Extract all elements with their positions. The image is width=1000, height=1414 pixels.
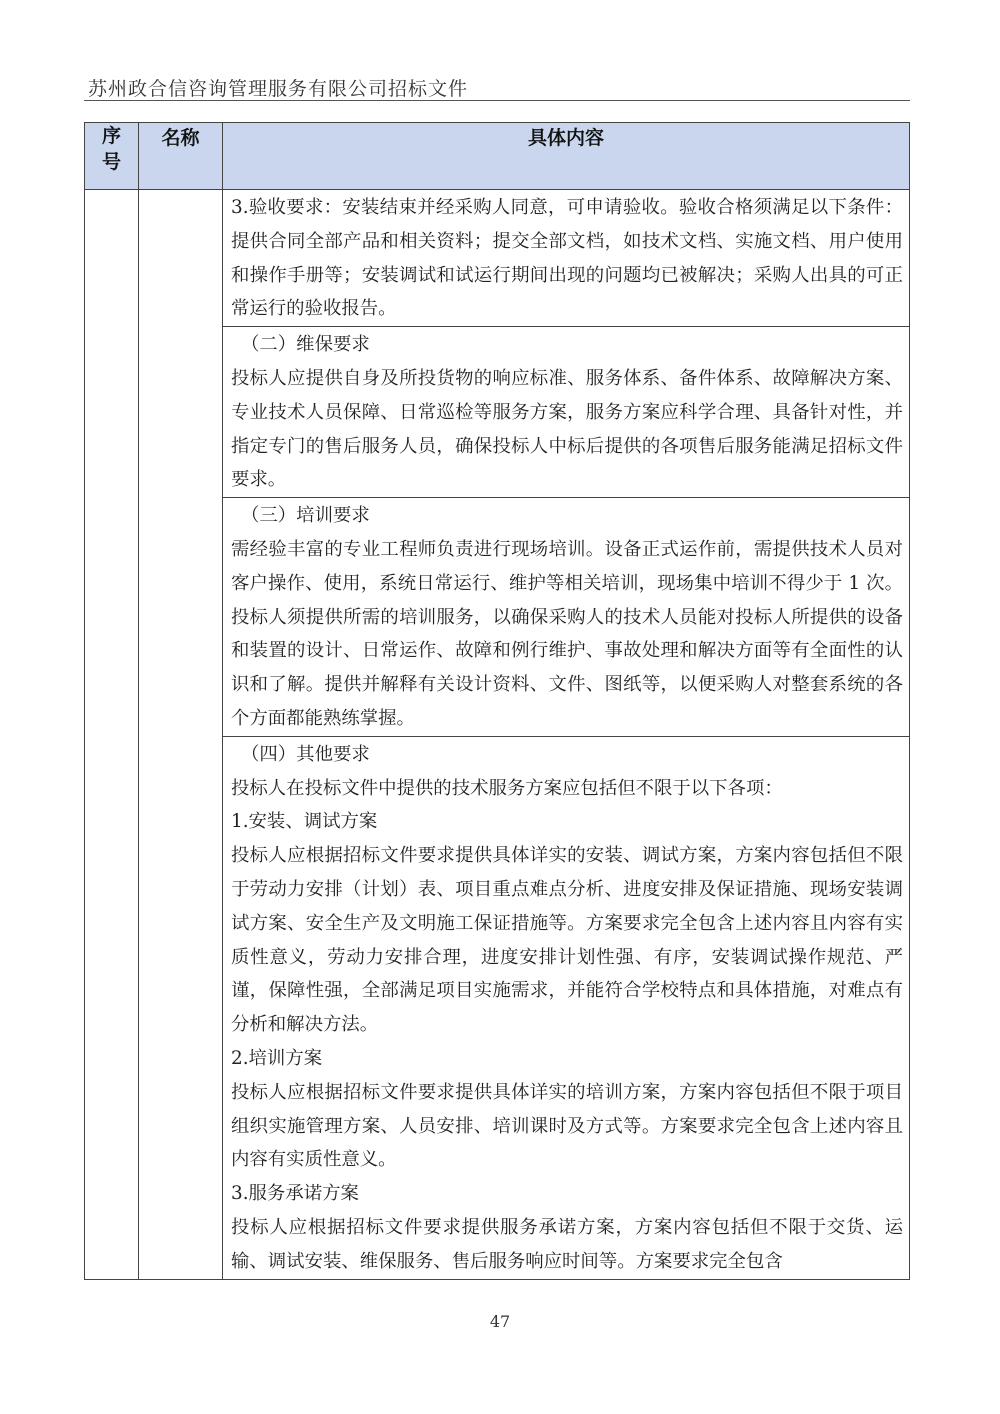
document-header: 苏州政合信咨询管理服务有限公司招标文件 [88, 78, 469, 100]
section-heading: （二）维保要求 [241, 334, 370, 356]
table-header-row [85, 123, 910, 190]
section-heading: （三）培训要求 [241, 505, 370, 527]
maintenance-paragraph: 投标人应提供自身及所投货物的响应标准、服务体系、备件体系、故障解决方案、专业技术人员保障、日常巡检等服务方案，服务方案应科学合理、具备针对性，并指定专门的售后服务人员，确保投标人中标后提供的各项售后服务能满足招标文件要求。 [231, 367, 903, 491]
subheading-install-plan: 1.安装、调试方案 [231, 811, 378, 833]
service-plan-paragraph: 投标人应根据招标文件要求提供服务承诺方案，方案内容包括但不限于交货、运输、调试安装、维保服务、售后服务响应时间等。方案要求完全包含 [231, 1216, 903, 1272]
number-cell [85, 190, 139, 1280]
header-divider [84, 100, 910, 101]
table-row [85, 190, 910, 327]
column-header-number-line1: 序 [101, 125, 121, 147]
subheading-service-plan: 3.服务承诺方案 [231, 1183, 359, 1205]
acceptance-paragraph: 3.验收要求：安装结束并经采购人同意，可申请验收。验收合格须满足以下条件：提供合同全部产品和相关资料；提交全部文档，如技术文档、实施文档、用户使用和操作手册等；安装调试和试运行期间出现的问题均已被解决；采购人出具的可正常运行的验收报告。 [231, 197, 903, 320]
page-number: 47 [489, 1312, 511, 1331]
column-header-content: 具体内容 [223, 123, 910, 190]
column-header-number-line2: 号 [101, 151, 121, 173]
training-plan-paragraph: 投标人应根据招标文件要求提供具体详实的培训方案，方案内容包括但不限于项目组织实施管理方案、人员安排、培训课时及方式等。方案要求完全包含上述内容且内容有实质性意义。 [231, 1081, 903, 1171]
section-heading: （四）其他要求 [241, 743, 370, 765]
requirements-table [84, 122, 910, 1280]
name-cell [139, 190, 223, 1280]
column-header-name: 名称 [139, 123, 223, 190]
install-plan-paragraph: 投标人应根据招标文件要求提供具体详实的安装、调试方案，方案内容包括但不限于劳动力安排（计划）表、项目重点难点分析、进度安排及保证措施、现场安装调试方案、安全生产及文明施工保证措施等。方案要求完全包含上述内容且内容有实质性意义，劳动力安排合理，进度安排计划性强、有序，安装调试操作规范、严谨，保障性强，全部满足项目实施需求，并能符合学校特点和具体措施，对难点有分析和解决方法。 [231, 845, 903, 1036]
column-header-number [85, 123, 139, 190]
content-cell-training [223, 498, 910, 737]
content-cell-acceptance [223, 190, 910, 327]
content-cell-maintenance [223, 327, 910, 498]
content-cell-other [223, 736, 910, 1279]
subheading-training-plan: 2.培训方案 [231, 1047, 323, 1069]
other-intro-paragraph: 投标人在投标文件中提供的技术服务方案应包括但不限于以下各项： [231, 777, 783, 799]
training-paragraph: 需经验丰富的专业工程师负责进行现场培训。设备正式运作前，需提供技术人员对客户操作、使用，系统日常运行、维护等相关培训，现场集中培训不得少于 1 次。投标人须提供所需的培训服务，以确保采购人的技术人员能对投标人所提供的设备和装置的设计、日常运作、故障和例行维护、事故处理和解决方面等有全面性的认识和了解。提供并解释有关设计资料、文件、图纸等，以便采购人对整套系统的各个方面都能熟练掌握。 [231, 538, 903, 729]
